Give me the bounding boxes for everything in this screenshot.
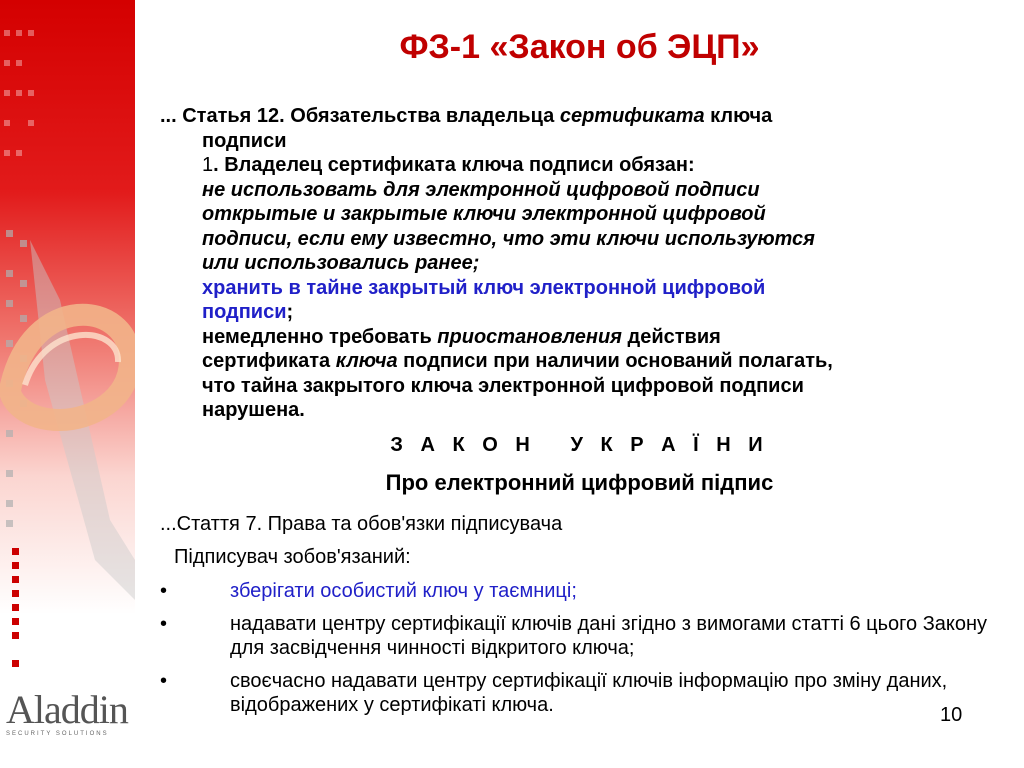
ua-bullet [160,579,990,604]
ru-line [160,349,1010,374]
decorative-sidebar [0,0,135,768]
slide-title: ФЗ-1 «Закон об ЭЦП» [399,28,760,66]
ru-line: открытые и закрытые ключи электронной цифровой [202,203,766,225]
ru-line: что тайна закрытого ключа электронной цифровой подписи [202,374,804,397]
ru-line: подписи, если ему известно, что эти ключи используются [202,227,815,250]
ru-text: ключа [704,105,773,127]
ukrainian-law-excerpt [160,512,990,726]
ru-line: нарушена. [202,399,305,421]
ru-text: . Владелец сертификата ключа подписи обязан: [213,154,695,176]
ru-text: подписи при наличии оснований полагать, [397,350,833,372]
russian-law-excerpt [160,104,1010,423]
ukrainian-law-heading: З А К О Н У К Р А Ї Н И [390,434,769,456]
logo-tagline: SECURITY SOLUTIONS [6,731,109,737]
red-grid-pattern [12,548,19,667]
bullet-mark: • [160,669,168,692]
page-number: 10 [940,704,963,726]
ru-line-highlight: хранить в тайне закрытый ключ электронной цифровой [202,276,766,299]
ru-highlight: подписи [202,301,287,323]
ru-text: ... Статья 12. Обязательства владельца [160,105,560,127]
bullet-text: надавати центру сертифікації ключів дані згідно з вимогами статті 6 цього Закону для засвідчення чинності відкритого ключа; [230,612,988,659]
ru-italic: сертификата [559,105,705,127]
ru-text: сертификата [202,350,336,372]
ru-italic: приостановления [437,325,622,348]
bullet-mark: • [160,580,168,602]
ru-line [160,153,1010,178]
ua-article: ...Стаття 7. Права та обов'язки підписувача [160,513,563,535]
ru-line: или использовались ранее; [202,252,480,274]
ru-text: ; [286,301,294,323]
ru-line: не использовать для электронной цифровой подписи [202,178,760,201]
ru-number: 1 [202,154,214,176]
bullet-text: своєчасно надавати центру сертифікації ключів інформацію про зміну даних, відображених у сертифікаті ключа. [230,669,948,716]
ru-line [160,104,1010,129]
ua-bullet [160,612,990,661]
bullet-text: зберігати особистий ключ у таємниці; [230,580,577,602]
ukrainian-law-subheading: Про електронний цифровий підпис [385,470,774,495]
ru-text: действия [621,325,721,348]
ru-line: подписи [202,129,287,152]
logo-wordmark: Aladdin [6,687,128,732]
ru-text: немедленно требовать [202,325,438,348]
sidebar-artwork [0,0,135,768]
ru-line [160,325,1010,350]
bullet-mark: • [160,612,168,635]
ua-obliged: Підписувач зобов'язаний: [174,545,411,568]
ua-bullet [160,669,990,718]
ru-italic: ключа [335,350,398,372]
grid-pattern [4,30,34,156]
ru-line [160,300,1010,325]
aladdin-logo [6,687,131,737]
